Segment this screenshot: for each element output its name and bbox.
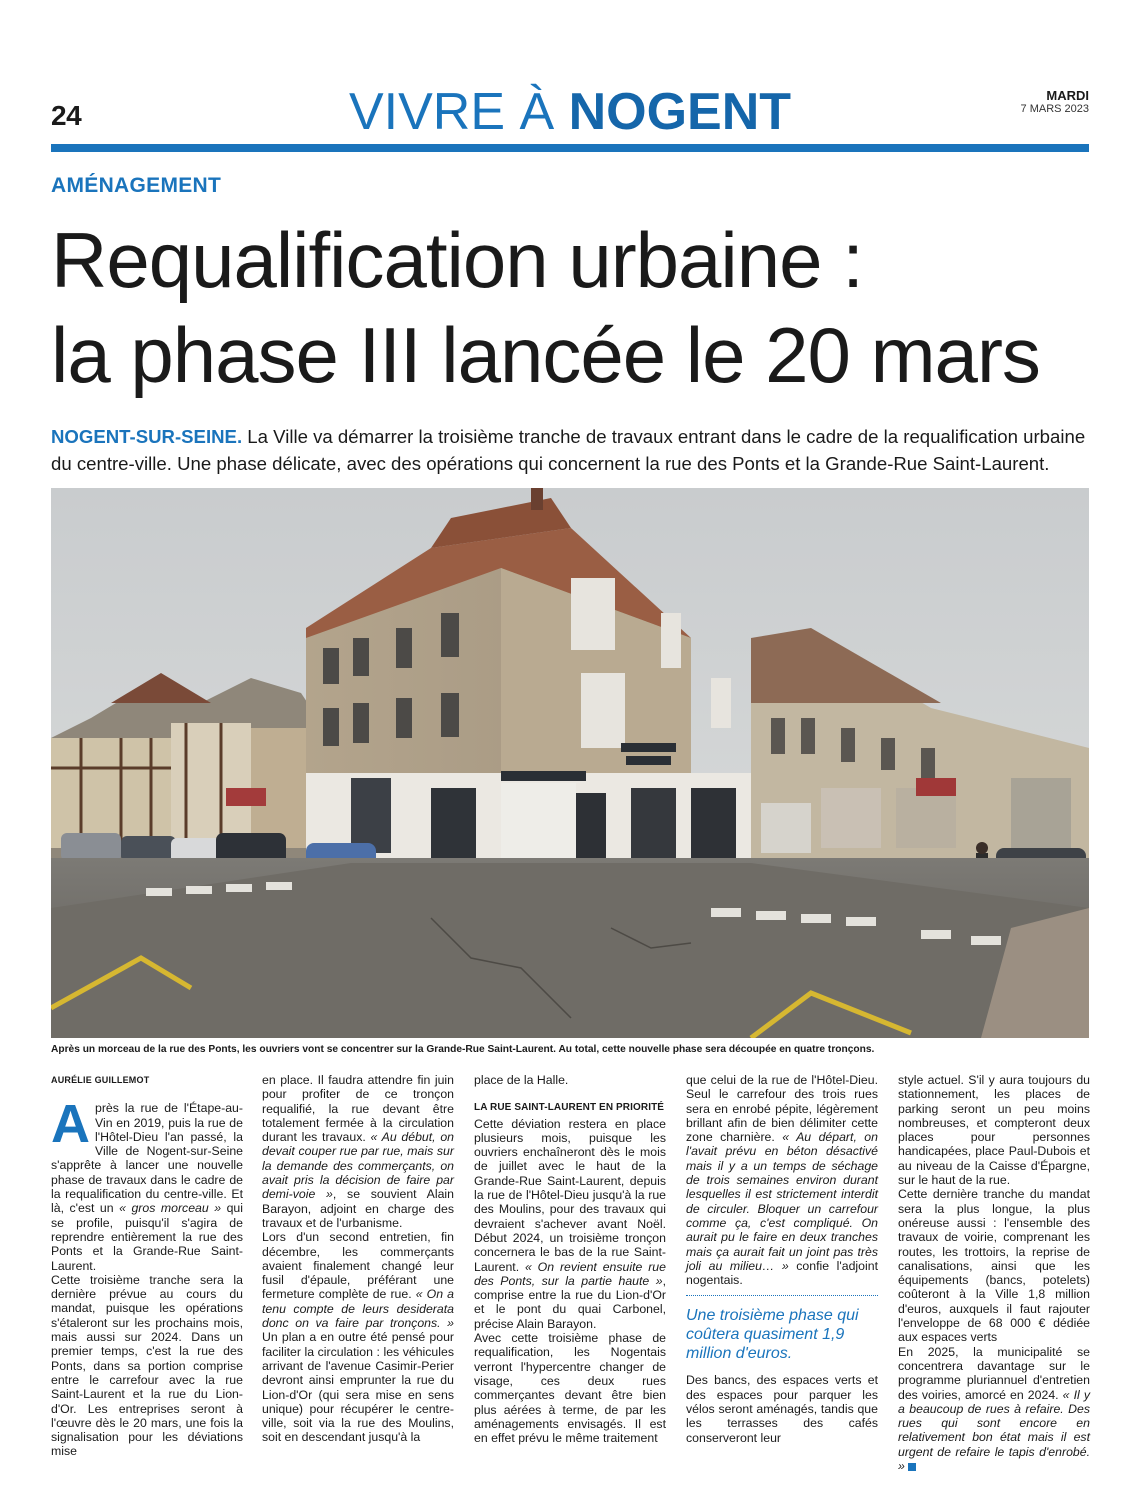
photo-caption: Après un morceau de la rue des Ponts, les ouvriers vont se concentrer sur la Grande-Rue Saint-Laurent. Au total, cette nouvelle phase sera découpée en quatre tronçons.	[51, 1044, 875, 1055]
paragraph-7: Cette dernière tranche du mandat sera la plus longue, la plus onéreuse aussi : l'ensemble des travaux de voirie, comprenant les routes, les trottoirs, la reprise de canalisations, ainsi que les équipements (bancs, potelets) coûteront à la Ville 1,8 million d'euros, auxquels il faut rajouter l'enveloppe de 68 000 € dédiée aux espaces verts	[898, 1187, 1090, 1345]
paragraph-2a: Cette troisième tranche sera la dernière prévue au cours du mandat, puisque les opérations s'étaleront sur les prochains mois, mais aussi sur 2024. Dans un premier temps, c'est la rue des Ponts, dans sa portion comprise entre le carrefour avec la rue Saint-Laurent et la rue du Lion-d'Or. Les entreprises seront à l'œuvre dès le 20 mars, une fois la signalisation pour les déviations mise	[51, 1272, 243, 1459]
pull-quote: Une troisième phase qui coûtera quasiment 1,9 million d'euros.	[686, 1295, 878, 1363]
end-of-article-mark	[908, 1463, 916, 1471]
paragraph-3: Lors d'un second entretien, fin décembre, les commerçants avaient finalement changé leur fusil d'épaule, préférant une fermeture complète de rue. « On a tenu compte de leurs desiderata donc on va faire par tronçons. » Un plan a en outre été pensé pour faciliter la circulation : les véhicules arrivant de l'avenue Casimir-Perier devront ainsi emprunter la rue du Lion-d'Or (qui sera mise en sens unique) pour récupérer le centre-ville, soit via la rue des Moulins, soit en descendant jusqu'à la	[262, 1230, 454, 1445]
issue-date	[1021, 88, 1089, 115]
section-title-bold: NOGENT	[568, 83, 792, 141]
paragraph-4: Cette déviation restera en place plusieurs mois, puisque les ouvriers enchaîneront dès le mois de juillet avec le haut de la Grande-Rue Saint-Laurent, depuis la rue de l'Hôtel-Dieu jusqu'à la rue des Moulins, pour des travaux qui devraient s'achever avant Noël. Début 2024, un troisième tronçon concernera le bas de la rue Saint-Laurent. « On revient ensuite rue des Ponts, sur la partie haute », comprise entre la rue du Lion-d'Or et le pont du quai Carbonel, précise Alain Barayon.	[474, 1116, 666, 1331]
article-column-4	[686, 1073, 878, 1445]
drop-cap: A	[51, 1094, 90, 1155]
paragraph-6b: style actuel. S'il y aura toujours du stationnement, les places de parking seront un peu moins nombreuses, et compteront deux places pour personnes handicapées, place Paul-Dubois et au niveau de la Caisse d'Épargne, sur le haut de la rue.	[898, 1073, 1090, 1188]
paragraph-3-end: place de la Halle.	[474, 1073, 569, 1087]
header-rule	[51, 144, 1089, 152]
article-column-1	[51, 1073, 243, 1459]
article-lead	[51, 423, 1091, 477]
issue-date-full: 7 MARS 2023	[1020, 103, 1089, 115]
article-kicker: AMÉNAGEMENT	[51, 174, 222, 197]
byline: AURÉLIE GUILLEMOT	[51, 1075, 150, 1085]
street-scene-illustration	[51, 488, 1089, 1038]
page-number: 24	[51, 100, 82, 131]
section-title	[0, 82, 1140, 142]
paragraph-8: En 2025, la municipalité se concentrera davantage sur le programme pluriannuel d'entretien des voiries, amorcé en 2024. « Il y a beaucoup de rues à refaire. Des rues qui sont encore en relativement bon état mais il est urgent de refaire le tapis d'enrobé. »	[898, 1344, 1090, 1474]
headline-line-2: la phase III lancée le 20 mars	[51, 311, 1040, 399]
lead-place: NOGENT-SUR-SEINE.	[51, 426, 243, 447]
paragraph-5a: Avec cette troisième phase de requalification, les Nogentais verront l'hypercentre changer de visage, ces deux rues commerçantes devant être bien plus aérées à terme, de par les aménagements envisagés. Il est en effet prévu le même traitement	[474, 1331, 666, 1446]
article-headline	[51, 213, 1101, 403]
paragraph-5b: que celui de la rue de l'Hôtel-Dieu. Seul le carrefour des trois rues sera en enrobé pépite, légèrement brillant afin de bien délimiter cette zone charnière. « Au départ, on l'avait prévu en béton désactivé mais il y a un temps de séchage de trois semaines environ durant lesquelles il est strictement interdit de circuler. Bloquer un carrefour comme ça, c'est compliqué. On aurait pu le faire en deux tranches mais ça aurait fait un joint pas très joli au milieu… » confie l'adjoint nogentais.	[686, 1073, 878, 1288]
article-photo	[51, 488, 1089, 1038]
headline-line-1: Requalification urbaine :	[51, 216, 863, 304]
article-column-5	[898, 1073, 1090, 1473]
issue-day: MARDI	[1046, 88, 1089, 103]
paragraph-2b: en place. Il faudra attendre fin juin pour profiter de ce tronçon requalifié, la rue devant être totalement fermée à la circulation durant les travaux. « Au début, on devait couper rue par rue, mais sur la demande des commerçants, on avait pris la décision de faire par demi-voie », se souvient Alain Barayon, adjoint en charge des travaux et de l'urbanisme.	[262, 1073, 454, 1230]
article-subhead: LA RUE SAINT-LAURENT EN PRIORITÉ	[474, 1102, 665, 1114]
paragraph-6a: Des bancs, des espaces verts et des espaces pour parquer les vélos seront aménagés, tandis que les terrasses des cafés conserveront leur	[686, 1373, 878, 1445]
section-title-light: VIVRE À	[348, 83, 555, 141]
lead-text: La Ville va démarrer la troisième tranche de travaux entrant dans le cadre de la requalification urbaine du centre-ville. Une phase délicate, avec des opérations qui concernent la rue des Ponts et la Grande-Rue Saint-Laurent.	[51, 426, 1086, 474]
article-column-3	[474, 1073, 666, 1445]
paragraph-1: Après la rue de l'Étape-au-Vin en 2019, puis la rue de l'Hôtel-Dieu l'an passé, la Ville de Nogent-sur-Seine s'apprête à lancer une nouvelle phase de travaux dans le cadre de la requalification du centre-ville. Et là, c'est un « gros morceau » qui se profile, puisqu'il s'agira de reprendre entièrement la rue des Ponts et la Grande-Rue Saint-Laurent.	[51, 1094, 243, 1273]
article-column-2	[262, 1073, 454, 1445]
